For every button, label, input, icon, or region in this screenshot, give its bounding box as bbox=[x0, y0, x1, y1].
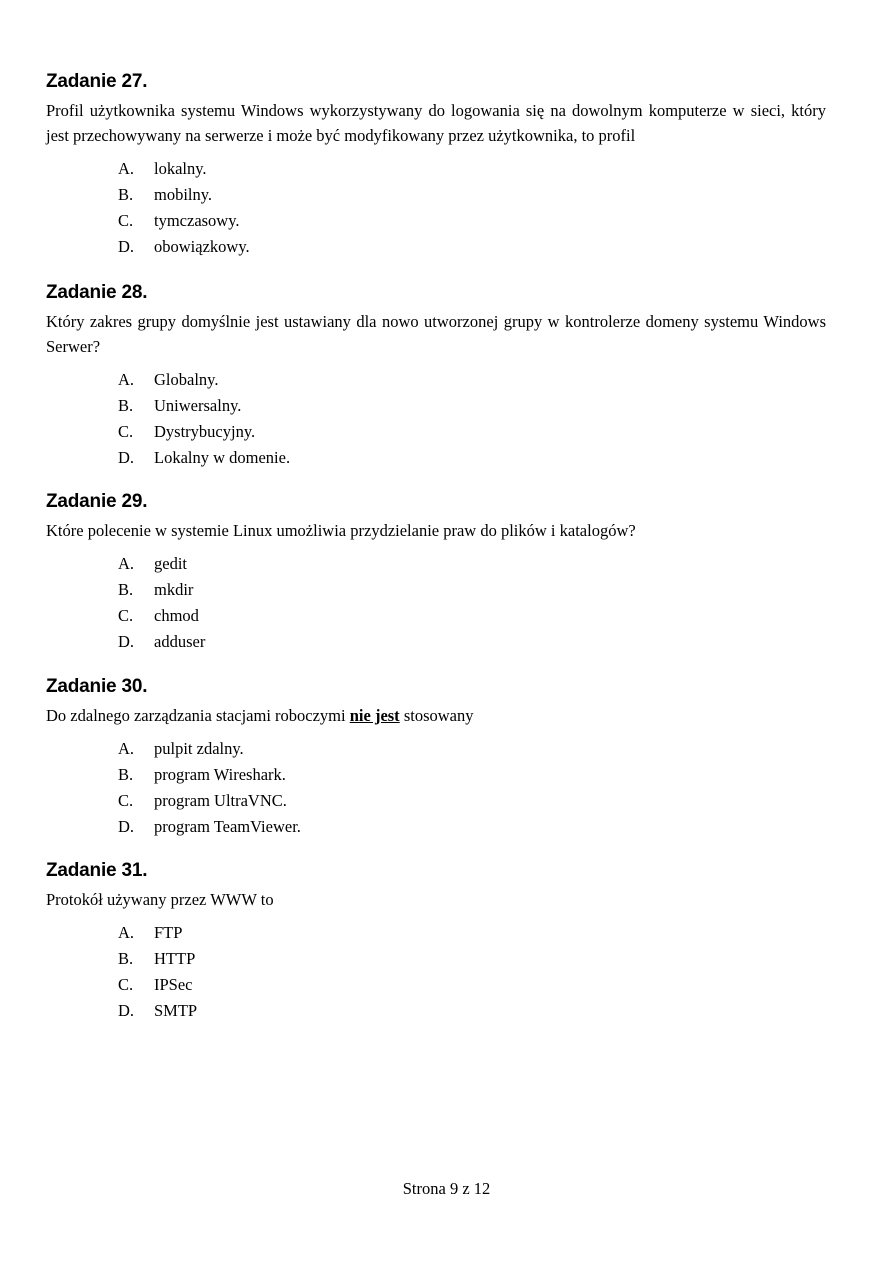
answer-text: program TeamViewer. bbox=[154, 817, 301, 836]
answer-letter: B. bbox=[118, 765, 134, 784]
answer-option-c bbox=[118, 419, 826, 445]
answer-letter: C. bbox=[118, 606, 134, 625]
answer-option-b bbox=[118, 182, 826, 208]
answer-text: Globalny. bbox=[154, 370, 219, 389]
answer-text: program Wireshark. bbox=[154, 765, 286, 784]
task-question: Który zakres grupy domyślnie jest ustawiany dla nowo utworzonej grupy w kontrolerze domeny systemu Windows Serwer? bbox=[46, 312, 826, 356]
answer-text: HTTP bbox=[154, 949, 196, 968]
task-title: Zadanie 29. bbox=[46, 491, 148, 512]
task-title: Zadanie 30. bbox=[46, 676, 148, 697]
task-question: Które polecenie w systemie Linux umożliwia przydzielanie praw do plików i katalogów? bbox=[46, 521, 636, 540]
task-question bbox=[46, 703, 826, 728]
answer-option-b bbox=[118, 762, 826, 788]
answer-text: gedit bbox=[154, 554, 187, 573]
answer-letter: C. bbox=[118, 211, 134, 230]
answer-letter: A. bbox=[118, 554, 135, 573]
answer-letter: C. bbox=[118, 791, 134, 810]
answer-option-a bbox=[118, 736, 826, 762]
answer-letter: A. bbox=[118, 370, 135, 389]
task-30 bbox=[46, 675, 826, 840]
answer-letter: D. bbox=[118, 237, 135, 256]
question-prefix: Do zdalnego zarządzania stacjami roboczymi bbox=[46, 706, 346, 725]
answer-list bbox=[46, 367, 826, 471]
task-title: Zadanie 31. bbox=[46, 860, 148, 881]
answer-option-b bbox=[118, 946, 826, 972]
answer-option-a bbox=[118, 920, 826, 946]
answer-option-b bbox=[118, 577, 826, 603]
task-title: Zadanie 27. bbox=[46, 71, 148, 92]
answer-text: FTP bbox=[154, 923, 183, 942]
answer-list bbox=[46, 736, 826, 840]
answer-letter: B. bbox=[118, 396, 134, 415]
answer-option-a bbox=[118, 367, 826, 393]
answer-option-d bbox=[118, 629, 826, 655]
answer-letter: D. bbox=[118, 448, 135, 467]
answer-letter: D. bbox=[118, 632, 135, 651]
answer-letter: C. bbox=[118, 422, 134, 441]
answer-letter: A. bbox=[118, 923, 135, 942]
answer-option-c bbox=[118, 788, 826, 814]
answer-option-c bbox=[118, 603, 826, 629]
answer-option-b bbox=[118, 393, 826, 419]
answer-letter: D. bbox=[118, 817, 135, 836]
task-question: Protokół używany przez WWW to bbox=[46, 890, 274, 909]
question-emphasis: nie jest bbox=[349, 706, 400, 725]
answer-text: program UltraVNC. bbox=[154, 791, 287, 810]
answer-list bbox=[46, 920, 826, 1024]
answer-letter: A. bbox=[118, 739, 135, 758]
answer-text: SMTP bbox=[154, 1001, 198, 1020]
task-27 bbox=[46, 70, 826, 260]
answer-option-d bbox=[118, 445, 826, 471]
answer-letter: B. bbox=[118, 949, 134, 968]
answer-text: pulpit zdalny. bbox=[154, 739, 244, 758]
answer-text: Dystrybucyjny. bbox=[154, 422, 256, 441]
answer-text: Lokalny w domenie. bbox=[154, 448, 291, 467]
answer-text: tymczasowy. bbox=[154, 211, 240, 230]
answer-text: chmod bbox=[154, 606, 199, 625]
answer-text: IPSec bbox=[154, 975, 193, 994]
answer-letter: B. bbox=[118, 580, 134, 599]
answer-option-c bbox=[118, 208, 826, 234]
answer-text: mobilny. bbox=[154, 185, 213, 204]
answer-letter: D. bbox=[118, 1001, 135, 1020]
task-29 bbox=[46, 490, 826, 655]
task-31 bbox=[46, 859, 826, 1024]
task-28 bbox=[46, 281, 826, 471]
task-question: Profil użytkownika systemu Windows wykorzystywany do logowania się na dowolnym komputerze w sieci, który jest przechowywany na serwerze i może być modyfikowany przez użytkownika, to profil bbox=[46, 101, 826, 145]
answer-option-d bbox=[118, 234, 826, 260]
answer-option-a bbox=[118, 551, 826, 577]
question-suffix: stosowany bbox=[403, 706, 474, 725]
answer-letter: C. bbox=[118, 975, 134, 994]
answer-option-a bbox=[118, 156, 826, 182]
answer-text: lokalny. bbox=[154, 159, 207, 178]
answer-letter: B. bbox=[118, 185, 134, 204]
answer-list bbox=[46, 551, 826, 655]
answer-list bbox=[46, 156, 826, 260]
answer-text: mkdir bbox=[154, 580, 194, 599]
answer-text: obowiązkowy. bbox=[154, 237, 250, 256]
page-number: Strona 9 z 12 bbox=[402, 1179, 491, 1198]
answer-option-d bbox=[118, 998, 826, 1024]
answer-text: adduser bbox=[154, 632, 206, 651]
task-title: Zadanie 28. bbox=[46, 282, 148, 303]
answer-letter: A. bbox=[118, 159, 135, 178]
answer-text: Uniwersalny. bbox=[154, 396, 242, 415]
answer-option-c bbox=[118, 972, 826, 998]
answer-option-d bbox=[118, 814, 826, 840]
